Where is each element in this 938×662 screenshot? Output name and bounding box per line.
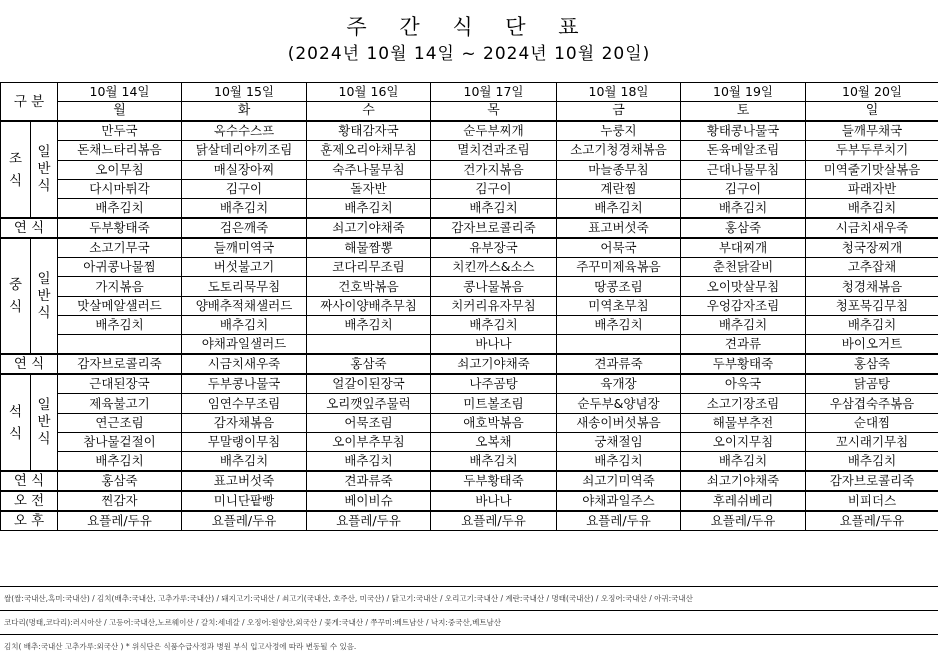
- date-sun: 10월 20일: [806, 83, 938, 102]
- am-snack-item: 후레쉬베리: [681, 491, 806, 511]
- breakfast-porridge-item: 감자브로콜리죽: [431, 218, 557, 238]
- pm-snack-item: 요플레/두유: [557, 511, 681, 531]
- breakfast-menu-item: 근대나물무침: [681, 160, 806, 179]
- date-mon: 10월 14일: [58, 83, 182, 102]
- breakfast-menu-item: 김구이: [681, 179, 806, 198]
- date-wed: 10월 16일: [307, 83, 431, 102]
- origin-note: 김치( 배추:국내산 고추가루:외국산 ) * 위식단은 식품수급사정과 병원 부식 입고사정에 따라 변동될 수 있음.: [4, 642, 357, 651]
- breakfast-menu-item: 들깨무채국: [806, 121, 938, 141]
- pm-snack-item: 요플레/두유: [58, 511, 182, 531]
- dinner-menu-item: 소고기장조림: [681, 394, 806, 413]
- breakfast-menu-item: 황태콩나물국: [681, 121, 806, 141]
- lunch-menu-item: 콩나물볶음: [431, 277, 557, 296]
- page-title: 주 간 식 단 표: [346, 15, 592, 39]
- pm-snack-label: 오 후: [1, 511, 58, 531]
- dinner-sub-label: 일 반 식: [31, 374, 58, 471]
- am-snack-item: 미니단팥빵: [182, 491, 307, 511]
- date-row: [1, 83, 938, 102]
- day-fri: 금: [557, 102, 681, 122]
- breakfast-menu-item: 훈제오리야채무침: [307, 141, 431, 160]
- lunch-menu-item: 아귀콩나물찜: [58, 258, 182, 277]
- lunch-menu-item: 건호박볶음: [307, 277, 431, 296]
- lunch-menu-item: 코다리무조림: [307, 258, 431, 277]
- lunch-menu-item: 배추김치: [58, 316, 182, 335]
- lunch-menu-item: 도토리묵무침: [182, 277, 307, 296]
- lunch-menu-item: 바나나: [431, 335, 557, 355]
- lunch-menu-item: 배추김치: [431, 316, 557, 335]
- lunch-menu-item: 짜사이양배추무침: [307, 296, 431, 315]
- lunch-menu-item: 치커리유자무침: [431, 296, 557, 315]
- dinner-row: [1, 374, 938, 394]
- breakfast-menu-item: 마늘종무침: [557, 160, 681, 179]
- breakfast-porridge-item: 쇠고기야채죽: [307, 218, 431, 238]
- lunch-row: [1, 238, 938, 258]
- dinner-menu-item: 나주곰탕: [431, 374, 557, 394]
- pm-snack-item: 요플레/두유: [431, 511, 557, 531]
- breakfast-menu-item: 파래자반: [806, 179, 938, 198]
- dinner-menu-item: 새송이버섯볶음: [557, 413, 681, 432]
- lunch-menu-item: 유부장국: [431, 238, 557, 258]
- dinner-menu-item: 배추김치: [431, 452, 557, 472]
- lunch-menu-item: 견과류: [681, 335, 806, 355]
- dinner-porridge-item: 홍삼죽: [58, 471, 182, 491]
- am-snack-item: 바나나: [431, 491, 557, 511]
- breakfast-porridge-item: 표고버섯죽: [557, 218, 681, 238]
- day-row: [1, 102, 938, 122]
- dinner-menu-item: 얼갈이된장국: [307, 374, 431, 394]
- lunch-row: [1, 335, 938, 355]
- dinner-porridge-label: 연 식: [1, 471, 58, 491]
- dinner-row: [1, 432, 938, 451]
- lunch-row: [1, 258, 938, 277]
- dinner-menu-item: 오리깻잎주물럭: [307, 394, 431, 413]
- dinner-menu-item: 배추김치: [557, 452, 681, 472]
- breakfast-menu-item: 옥수수스프: [182, 121, 307, 141]
- dinner-menu-item: 아욱국: [681, 374, 806, 394]
- lunch-menu-item: [557, 335, 681, 355]
- breakfast-menu-item: 오이무침: [58, 160, 182, 179]
- lunch-menu-item: 맛살메알샐러드: [58, 296, 182, 315]
- date-fri: 10월 18일: [557, 83, 681, 102]
- breakfast-porridge-item: 두부황태죽: [58, 218, 182, 238]
- dinner-porridge-item: 두부황태죽: [431, 471, 557, 491]
- lunch-menu-item: 오이맛살무침: [681, 277, 806, 296]
- date-sat: 10월 19일: [681, 83, 806, 102]
- lunch-porridge-item: 쇠고기야채죽: [431, 354, 557, 374]
- lunch-menu-item: 배추김치: [557, 316, 681, 335]
- lunch-porridge-item: 감자브로콜리죽: [58, 354, 182, 374]
- breakfast-menu-item: 매실장아찌: [182, 160, 307, 179]
- lunch-menu-item: 배추김치: [806, 316, 938, 335]
- breakfast-menu-item: 닭살데리야끼조림: [182, 141, 307, 160]
- dinner-menu-item: 무말랭이무침: [182, 432, 307, 451]
- lunch-porridge-item: 홍삼죽: [307, 354, 431, 374]
- breakfast-porridge-item: 홍삼죽: [681, 218, 806, 238]
- breakfast-row: [1, 199, 938, 219]
- am-snack-item: 비피더스: [806, 491, 938, 511]
- pm-snack-item: 요플레/두유: [681, 511, 806, 531]
- breakfast-menu-item: 배추김치: [307, 199, 431, 219]
- breakfast-row: [1, 121, 938, 141]
- breakfast-menu-item: 배추김치: [681, 199, 806, 219]
- am-snack-item: 야채과일주스: [557, 491, 681, 511]
- am-snack-item: 찐감자: [58, 491, 182, 511]
- breakfast-row: [1, 141, 938, 160]
- origin-note: 쌀(쌀:국내산,흑미:국내산) / 김치(배추:국내산, 고추가루:국내산) / 돼지고기:국내산 / 쇠고기(국내산, 호주산, 미국산) / 닭고기:국내산 / 오리고기:국내산 / 계란:국내산 / 명태(국내산) / 오징어:국내산 / 아귀:국내산: [0, 587, 938, 611]
- breakfast-menu-item: 황태감자국: [307, 121, 431, 141]
- dinner-menu-item: 해물부추전: [681, 413, 806, 432]
- breakfast-menu-item: 김구이: [431, 179, 557, 198]
- dinner-menu-item: 오이부추무침: [307, 432, 431, 451]
- lunch-porridge-item: 견과류죽: [557, 354, 681, 374]
- lunch-menu-item: 야채과일샐러드: [182, 335, 307, 355]
- dinner-porridge-item: 견과류죽: [307, 471, 431, 491]
- lunch-menu-item: 들깨미역국: [182, 238, 307, 258]
- breakfast-menu-item: 미역줄기맛살볶음: [806, 160, 938, 179]
- lunch-menu-item: 땅콩조림: [557, 277, 681, 296]
- date-thu: 10월 17일: [431, 83, 557, 102]
- origin-note: 코다리(명태,코다리):러시아산 / 고등어:국내산,노르웨이산 / 갈치:세네갈 / 오징어:원양산,외국산 / 꽃게:국내산 / 쭈꾸미:베트남산 / 낙지:중국산,베트남산: [0, 611, 938, 635]
- dinner-menu-item: 우삼겹숙주볶음: [806, 394, 938, 413]
- date-tue: 10월 15일: [182, 83, 307, 102]
- dinner-menu-item: 꼬시래기무침: [806, 432, 938, 451]
- dinner-porridge-item: 쇠고기미역죽: [557, 471, 681, 491]
- am-snack-row: [1, 491, 938, 511]
- breakfast-label: 조 식: [1, 121, 31, 218]
- lunch-porridge-item: 홍삼죽: [806, 354, 938, 374]
- breakfast-row: [1, 160, 938, 179]
- breakfast-porridge-label: 연 식: [1, 218, 58, 238]
- breakfast-menu-item: 만두국: [58, 121, 182, 141]
- breakfast-row: [1, 179, 938, 198]
- dinner-porridge-row: [1, 471, 938, 491]
- breakfast-porridge-item: 시금치새우죽: [806, 218, 938, 238]
- breakfast-menu-item: 건가지볶음: [431, 160, 557, 179]
- date-range: (2024년 10월 14일 ~ 2024년 10월 20일): [287, 44, 651, 64]
- lunch-row: [1, 316, 938, 335]
- meal-table: [0, 82, 938, 531]
- lunch-porridge-item: 두부황태죽: [681, 354, 806, 374]
- lunch-menu-item: 버섯불고기: [182, 258, 307, 277]
- lunch-menu-item: 우엉감자조림: [681, 296, 806, 315]
- breakfast-menu-item: 돌자반: [307, 179, 431, 198]
- day-sat: 토: [681, 102, 806, 122]
- category-header: 구 분: [1, 83, 58, 122]
- breakfast-porridge-row: [1, 218, 938, 238]
- lunch-menu-item: 부대찌개: [681, 238, 806, 258]
- dinner-menu-item: 육개장: [557, 374, 681, 394]
- origin-notes: [0, 586, 938, 658]
- breakfast-menu-item: 누룽지: [557, 121, 681, 141]
- dinner-menu-item: 오복채: [431, 432, 557, 451]
- lunch-menu-item: 청국장찌개: [806, 238, 938, 258]
- day-mon: 월: [58, 102, 182, 122]
- breakfast-menu-item: 계란찜: [557, 179, 681, 198]
- dinner-menu-item: 연근조림: [58, 413, 182, 432]
- dinner-porridge-item: 감자브로콜리죽: [806, 471, 938, 491]
- lunch-porridge-item: 시금치새우죽: [182, 354, 307, 374]
- dinner-menu-item: 닭곰탕: [806, 374, 938, 394]
- lunch-menu-item: 배추김치: [681, 316, 806, 335]
- breakfast-menu-item: 돈채느타리볶음: [58, 141, 182, 160]
- day-tue: 화: [182, 102, 307, 122]
- dinner-menu-item: 궁채절임: [557, 432, 681, 451]
- lunch-menu-item: 배추김치: [307, 316, 431, 335]
- lunch-menu-item: 바이오거트: [806, 335, 938, 355]
- dinner-menu-item: 두부콩나물국: [182, 374, 307, 394]
- lunch-menu-item: 배추김치: [182, 316, 307, 335]
- lunch-row: [1, 296, 938, 315]
- dinner-porridge-item: 쇠고기야채죽: [681, 471, 806, 491]
- breakfast-menu-item: 숙주나물무침: [307, 160, 431, 179]
- dinner-label: 석 식: [1, 374, 31, 471]
- dinner-menu-item: 참나물겉절이: [58, 432, 182, 451]
- dinner-menu-item: 배추김치: [182, 452, 307, 472]
- day-wed: 수: [307, 102, 431, 122]
- dinner-menu-item: 배추김치: [58, 452, 182, 472]
- am-snack-item: 베이비슈: [307, 491, 431, 511]
- dinner-menu-item: 애호박볶음: [431, 413, 557, 432]
- breakfast-menu-item: 두부두루치기: [806, 141, 938, 160]
- dinner-menu-item: 순두부&양념장: [557, 394, 681, 413]
- lunch-menu-item: 치킨까스&소스: [431, 258, 557, 277]
- dinner-menu-item: 근대된장국: [58, 374, 182, 394]
- dinner-menu-item: 임연수무조림: [182, 394, 307, 413]
- breakfast-menu-item: 배추김치: [431, 199, 557, 219]
- lunch-porridge-label: 연 식: [1, 354, 58, 374]
- dinner-menu-item: 감자채볶음: [182, 413, 307, 432]
- dinner-menu-item: 순대찜: [806, 413, 938, 432]
- lunch-porridge-row: [1, 354, 938, 374]
- lunch-menu-item: 해물짬뽕: [307, 238, 431, 258]
- lunch-menu-item: 소고기무국: [58, 238, 182, 258]
- breakfast-menu-item: 멸치견과조림: [431, 141, 557, 160]
- lunch-menu-item: 어묵국: [557, 238, 681, 258]
- am-snack-label: 오 전: [1, 491, 58, 511]
- lunch-row: [1, 277, 938, 296]
- dinner-menu-item: 배추김치: [681, 452, 806, 472]
- lunch-menu-item: 가지볶음: [58, 277, 182, 296]
- lunch-label: 중 식: [1, 238, 31, 354]
- dinner-menu-item: 배추김치: [806, 452, 938, 472]
- pm-snack-item: 요플레/두유: [182, 511, 307, 531]
- dinner-menu-item: 미트볼조림: [431, 394, 557, 413]
- breakfast-menu-item: 배추김치: [182, 199, 307, 219]
- dinner-row: [1, 394, 938, 413]
- pm-snack-item: 요플레/두유: [307, 511, 431, 531]
- breakfast-menu-item: 소고기청경채볶음: [557, 141, 681, 160]
- dinner-menu-item: 오이지무침: [681, 432, 806, 451]
- lunch-menu-item: 청경채볶음: [806, 277, 938, 296]
- pm-snack-row: [1, 511, 938, 531]
- dinner-porridge-item: 표고버섯죽: [182, 471, 307, 491]
- breakfast-sub-label: 일 반 식: [31, 121, 58, 218]
- dinner-row: [1, 413, 938, 432]
- lunch-menu-item: 미역초무침: [557, 296, 681, 315]
- lunch-menu-item: 청포묵김무침: [806, 296, 938, 315]
- dinner-row: [1, 452, 938, 472]
- lunch-menu-item: 주꾸미제육볶음: [557, 258, 681, 277]
- dinner-menu-item: 배추김치: [307, 452, 431, 472]
- breakfast-menu-item: 순두부찌개: [431, 121, 557, 141]
- dinner-menu-item: 제육불고기: [58, 394, 182, 413]
- lunch-menu-item: 양배추적채샐러드: [182, 296, 307, 315]
- breakfast-menu-item: 배추김치: [58, 199, 182, 219]
- breakfast-menu-item: 배추김치: [557, 199, 681, 219]
- lunch-menu-item: [58, 335, 182, 355]
- lunch-menu-item: 춘천닭갈비: [681, 258, 806, 277]
- breakfast-menu-item: 배추김치: [806, 199, 938, 219]
- breakfast-menu-item: 다시마튀각: [58, 179, 182, 198]
- breakfast-menu-item: 돈육메알조림: [681, 141, 806, 160]
- day-sun: 일: [806, 102, 938, 122]
- lunch-menu-item: 고추잡채: [806, 258, 938, 277]
- lunch-sub-label: 일 반 식: [31, 238, 58, 354]
- breakfast-porridge-item: 검은깨죽: [182, 218, 307, 238]
- breakfast-menu-item: 김구이: [182, 179, 307, 198]
- lunch-menu-item: [307, 335, 431, 355]
- day-thu: 목: [431, 102, 557, 122]
- pm-snack-item: 요플레/두유: [806, 511, 938, 531]
- dinner-menu-item: 어묵조림: [307, 413, 431, 432]
